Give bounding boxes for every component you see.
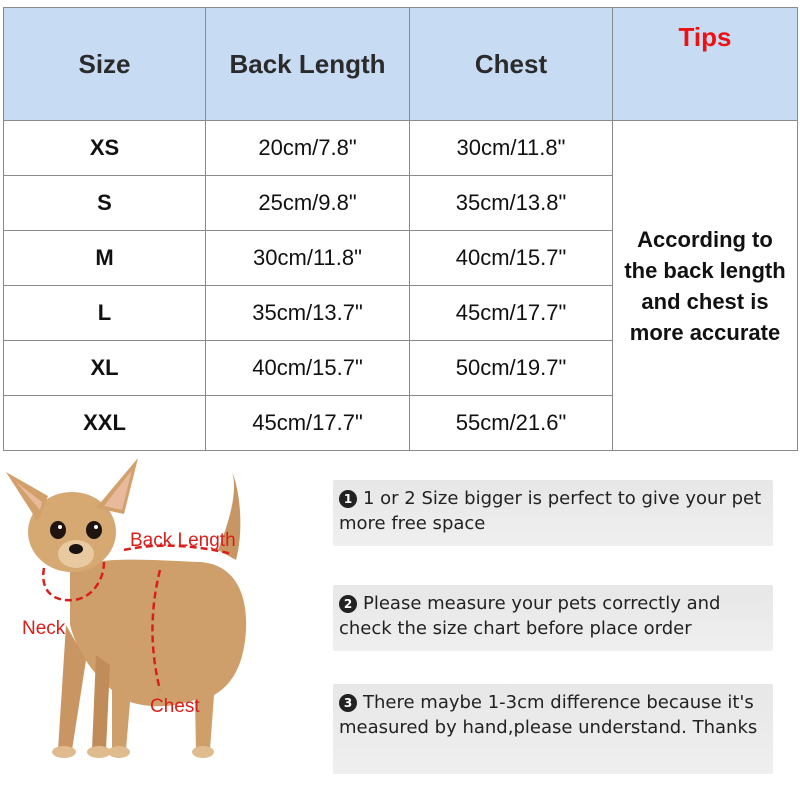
tip-number-3: 3	[339, 694, 357, 712]
back-length-cell: 40cm/15.7"	[206, 341, 410, 396]
table-row	[4, 121, 798, 176]
back-length-label: Back Length	[130, 530, 236, 551]
tip-box-3	[333, 684, 773, 774]
size-cell: XS	[4, 121, 206, 176]
chest-cell: 55cm/21.6"	[410, 396, 613, 451]
tip-text-2: Please measure your pets correctly and check the size chart before place order	[339, 593, 721, 639]
chest-cell: 45cm/17.7"	[410, 286, 613, 341]
size-cell: XXL	[4, 396, 206, 451]
chest-cell: 50cm/19.7"	[410, 341, 613, 396]
back-length-cell: 20cm/7.8"	[206, 121, 410, 176]
chest-cell: 30cm/11.8"	[410, 121, 613, 176]
tip-number-1: 1	[339, 490, 357, 508]
table-header-row	[4, 8, 798, 121]
tip-box-2	[333, 585, 773, 651]
header-tips: Tips	[613, 8, 798, 121]
neck-label: Neck	[22, 618, 66, 639]
size-cell: L	[4, 286, 206, 341]
tip-text-3: There maybe 1-3cm difference because it's measured by hand,please understand. Thanks	[339, 692, 758, 738]
size-chart-table	[3, 7, 798, 451]
chest-label: Chest	[150, 696, 200, 717]
size-cell: XL	[4, 341, 206, 396]
tip-text-1: 1 or 2 Size bigger is perfect to give your pet more free space	[339, 488, 762, 534]
dog-measurement-diagram	[0, 450, 320, 800]
tip-number-2: 2	[339, 595, 357, 613]
back-length-cell: 35cm/13.7"	[206, 286, 410, 341]
back-length-cell: 30cm/11.8"	[206, 231, 410, 286]
tip-box-1	[333, 480, 773, 546]
size-cell: M	[4, 231, 206, 286]
size-cell: S	[4, 176, 206, 231]
back-length-cell: 45cm/17.7"	[206, 396, 410, 451]
chihuahua-illustration	[0, 450, 320, 800]
header-back-length: Back Length	[206, 8, 410, 121]
tips-note: According to the back length and chest is more accurate	[613, 121, 798, 451]
back-length-cell: 25cm/9.8"	[206, 176, 410, 231]
chest-cell: 40cm/15.7"	[410, 231, 613, 286]
chest-cell: 35cm/13.8"	[410, 176, 613, 231]
header-size: Size	[4, 8, 206, 121]
header-chest: Chest	[410, 8, 613, 121]
